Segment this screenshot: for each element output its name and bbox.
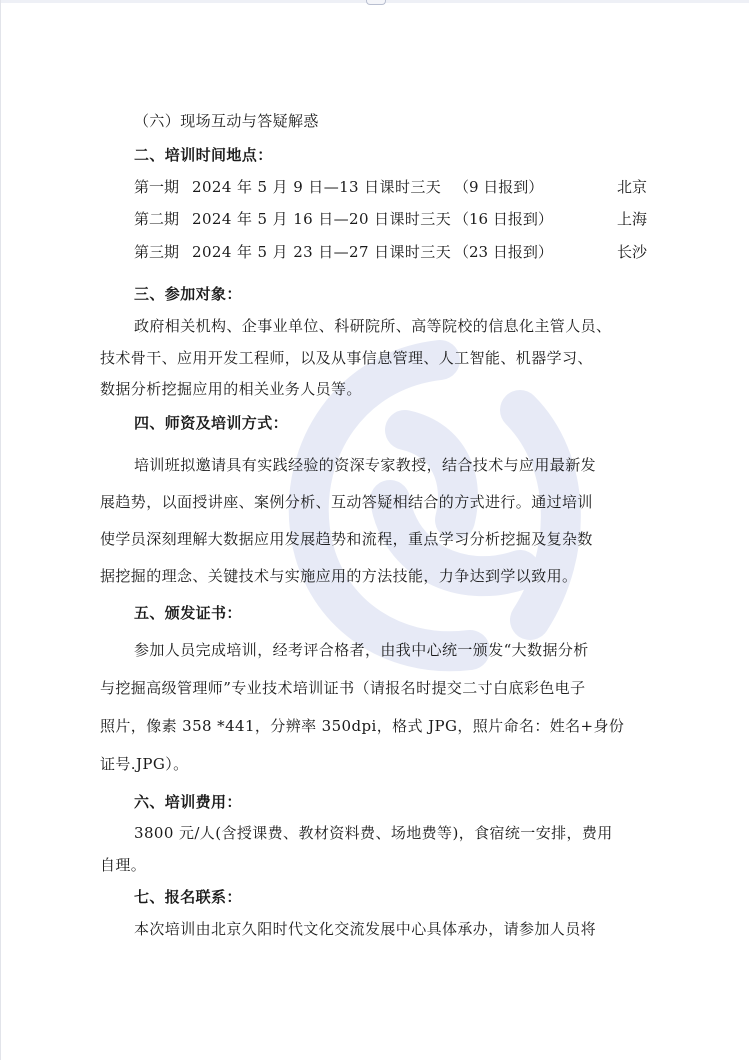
faculty-line-4: 据挖掘的理念、关键技术与实施应用的方法技能，力争达到学以致用。	[100, 567, 578, 585]
schedule-row-3	[134, 242, 647, 262]
schedule-report-day: （16 日报到）	[454, 210, 553, 228]
schedule-dates: 2024 年 5 月 23 日—27 日课时三天	[192, 243, 452, 261]
schedule-row-1	[134, 177, 647, 197]
fee-line-2: 自理。	[100, 856, 147, 874]
section-2-heading: 二、培训时间地点：	[134, 146, 273, 164]
section-7-heading: 七、报名联系：	[134, 888, 242, 906]
schedule-period: 第二期	[134, 210, 180, 228]
certificate-line-3: 照片，像素 358 *441，分辨率 350dpi，格式 JPG，照片命名：姓名+身份	[100, 717, 625, 735]
schedule-report-day: （9 日报到）	[454, 178, 544, 196]
faculty-line-3: 使学员深刻理解大数据应用发展趋势和流程，重点学习分析挖掘及复杂数	[100, 530, 593, 548]
participants-line-1: 政府相关机构、企事业单位、科研院所、高等院校的信息化主管人员、	[134, 317, 612, 335]
certificate-line-1: 参加人员完成培训，经考评合格者，由我中心统一颁发“大数据分析	[134, 641, 589, 659]
schedule-dates: 2024 年 5 月 9 日—13 日课时三天	[192, 178, 442, 196]
certificate-line-2: 与挖掘高级管理师”专业技术培训证书（请报名时提交二寸白底彩色电子	[100, 679, 586, 697]
section-5-heading: 五、颁发证书：	[134, 604, 242, 622]
certificate-line-4: 证号.JPG）。	[100, 755, 189, 773]
training-content-item-6: （六）现场互动与答疑解惑	[134, 112, 319, 130]
schedule-city: 上海	[616, 210, 647, 228]
schedule-city: 长沙	[616, 243, 647, 261]
schedule-city: 北京	[616, 178, 647, 196]
section-3-heading: 三、参加对象：	[134, 285, 242, 303]
participants-line-2: 技术骨干、应用开发工程师，以及从事信息管理、人工智能、机器学习、	[100, 349, 593, 367]
participants-line-3: 数据分析挖掘应用的相关业务人员等。	[100, 380, 362, 398]
registration-line-1: 本次培训由北京久阳时代文化交流发展中心具体承办，请参加人员将	[134, 920, 597, 938]
schedule-period: 第三期	[134, 243, 180, 261]
section-6-heading: 六、培训费用：	[134, 793, 242, 811]
faculty-line-1: 培训班拟邀请具有实践经验的资深专家教授，结合技术与应用最新发	[134, 456, 597, 474]
section-4-heading: 四、师资及培训方式：	[134, 414, 289, 432]
fee-line-1: 3800 元/人(含授课费、教材资料费、场地费等)，食宿统一安排，费用	[134, 824, 613, 842]
schedule-dates: 2024 年 5 月 16 日—20 日课时三天	[192, 210, 452, 228]
schedule-period: 第一期	[134, 178, 180, 196]
schedule-report-day: （23 日报到）	[454, 243, 553, 261]
schedule-row-2	[134, 209, 647, 229]
faculty-line-2: 展趋势，以面授讲座、案例分析、互动答疑相结合的方式进行。通过培训	[100, 493, 593, 511]
